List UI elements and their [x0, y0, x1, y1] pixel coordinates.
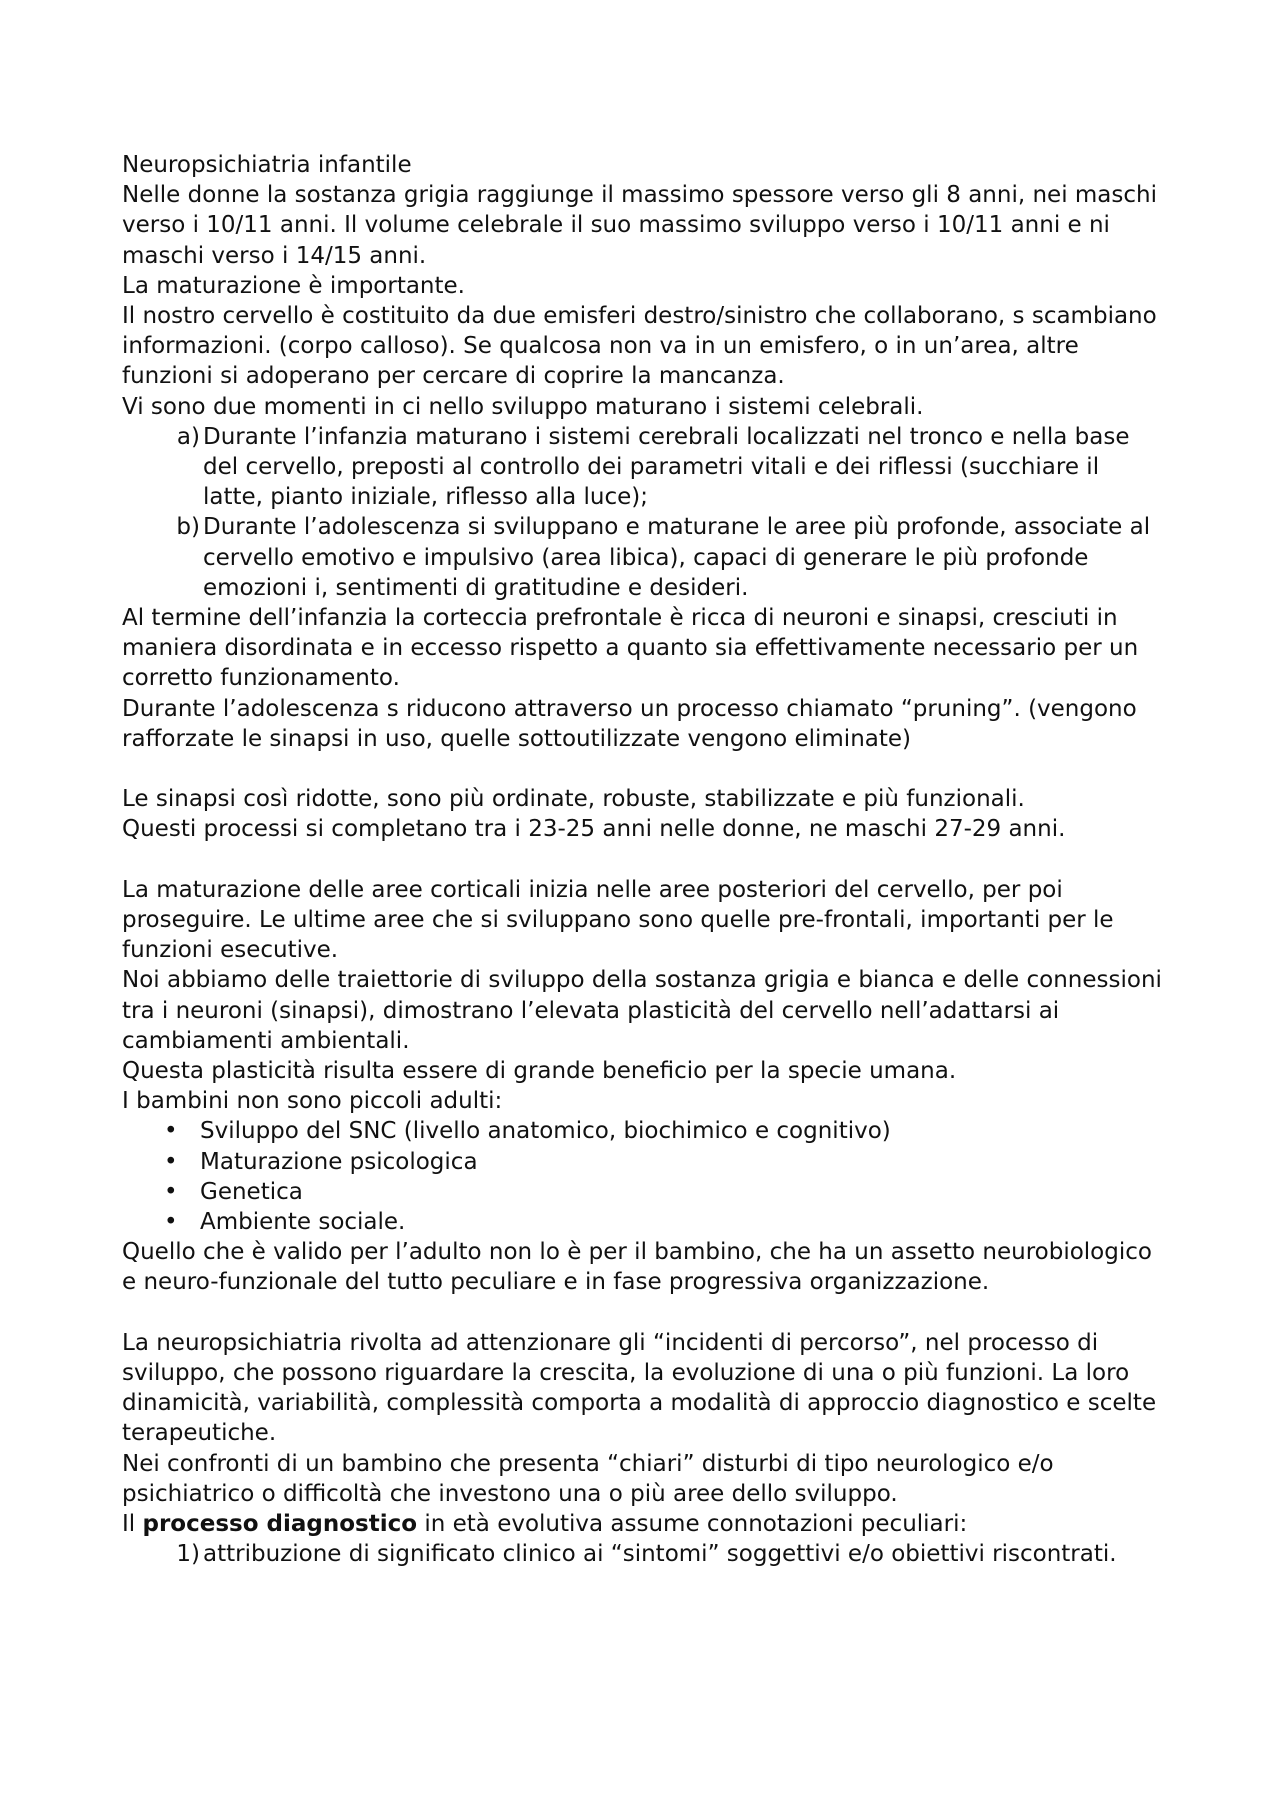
blank-line: [122, 1298, 1162, 1328]
list-item: [122, 1116, 1162, 1146]
paragraph: Nei confronti di un bambino che presenta “chiari” disturbi di tipo neurologico e/o psichiatrico o difficoltà che investono una o più aree dello sviluppo.: [122, 1450, 1054, 1507]
bold-term: processo diagnostico: [142, 1511, 418, 1538]
paragraph: Quello che è valido per l’adulto non lo è per il bambino, che ha un assetto neurobiologico e neuro-funzionale del tutto peculiare e in fase progressiva organizzazione.: [122, 1239, 1152, 1296]
paragraph: Nelle donne la sostanza grigia raggiunge il massimo spessore verso gli 8 anni, nei maschi verso i 10/11 anni. Il volume celebrale il suo massimo sviluppo verso i 10/11 anni e ni maschi verso i 14/15 anni.: [122, 182, 1157, 269]
bullet-marker: •: [164, 1178, 178, 1205]
numbered-list: [122, 1539, 1162, 1569]
list-item-text: Genetica: [200, 1178, 303, 1205]
paragraph: Questi processi si completano tra i 23-25 anni nelle donne, ne maschi 27-29 anni.: [122, 816, 1066, 843]
list-item: [122, 1177, 1162, 1207]
text-run: Il: [122, 1511, 143, 1538]
list-item: [122, 1147, 1162, 1177]
bullet-marker: •: [164, 1209, 178, 1236]
paragraph: Questa plasticità risulta essere di grande beneficio per la specie umana.: [122, 1058, 957, 1085]
bullet-marker: •: [164, 1148, 178, 1175]
paragraph: [122, 1509, 1162, 1539]
list-item-text: Durante l’adolescenza si sviluppano e maturane le aree più profonde, associate al cervello emotivo e impulsivo (area libica), capaci di generare le più profonde emozioni i, sentimenti di gratitudine e desideri.: [203, 514, 1151, 601]
paragraph: La neuropsichiatria rivolta ad attenzionare gli “incidenti di percorso”, nel processo di sviluppo, che possono riguardare la crescita, la evoluzione di una o più funzioni. La loro dinamicità, variabilità, complessità comporta a modalità di approccio diagnostico e scelte terapeutiche.: [122, 1329, 1157, 1447]
list-item: [122, 1539, 1162, 1569]
blank-line: [122, 845, 1162, 875]
bullet-marker: •: [164, 1118, 178, 1145]
bullet-list: [122, 1116, 1162, 1237]
paragraph: Durante l’adolescenza s riducono attraverso un processo chiamato “pruning”. (vengono rafforzate le sinapsi in uso, quelle sottoutilizzate vengono eliminate): [122, 695, 1137, 752]
paragraph: La maturazione è importante.: [122, 272, 465, 299]
paragraph: La maturazione delle aree corticali inizia nelle aree posteriori del cervello, per poi proseguire. Le ultime aree che si sviluppano sono quelle pre-frontali, importanti per le funzioni esecutive.: [122, 876, 1114, 964]
paragraph: Noi abbiamo delle traiettorie di sviluppo della sostanza grigia e bianca e delle connessioni tra i neuroni (sinapsi), dimostrano l’elevata plasticità del cervello nell’adattarsi ai cambiamenti ambientali.: [122, 967, 1162, 1054]
paragraph: Le sinapsi così ridotte, sono più ordinate, robuste, stabilizzate e più funzionali.: [122, 786, 1025, 813]
paragraph: Al termine dell’infanzia la corteccia prefrontale è ricca di neuroni e sinapsi, cresciuti in maniera disordinata e in eccesso rispetto a quanto sia effettivamente necessario per un corretto funzionamento.: [122, 605, 1139, 692]
paragraph: Il nostro cervello è costituito da due emisferi destro/sinistro che collaborano, s scambiano informazioni. (corpo calloso). Se qualcosa non va in un emisfero, o in un’area, altre funzioni si adoperano per cercare di coprire la mancanza.: [122, 303, 1157, 390]
list-marker: 1): [176, 1541, 200, 1568]
paragraph: Vi sono due momenti in ci nello sviluppo maturano i sistemi celebrali.: [122, 393, 924, 420]
list-item: [122, 512, 1162, 603]
document-page: [122, 150, 1162, 1570]
list-item-text: Ambiente sociale.: [200, 1209, 406, 1236]
alpha-list: [122, 422, 1162, 603]
list-item-text: attribuzione di significato clinico ai “sintomi” soggettivi e/o obiettivi riscontrati.: [203, 1541, 1117, 1568]
list-item-text: Sviluppo del SNC (livello anatomico, biochimico e cognitivo): [200, 1118, 891, 1145]
list-marker: a): [176, 423, 200, 450]
document-title: Neuropsichiatria infantile: [122, 152, 412, 178]
list-item: [122, 1207, 1162, 1237]
list-item-text: Maturazione psicologica: [200, 1148, 478, 1175]
list-marker: b): [176, 514, 200, 541]
text-run: in età evolutiva assume connotazioni peculiari:: [417, 1511, 968, 1538]
blank-line: [122, 754, 1162, 784]
paragraph: I bambini non sono piccoli adulti:: [122, 1088, 503, 1115]
list-item: [122, 422, 1162, 513]
list-item-text: Durante l’infanzia maturano i sistemi cerebrali localizzati nel tronco e nella base del cervello, preposti al controllo dei parametri vitali e dei riflessi (succhiare il latte, pianto iniziale, riflesso alla luce);: [203, 423, 1130, 511]
